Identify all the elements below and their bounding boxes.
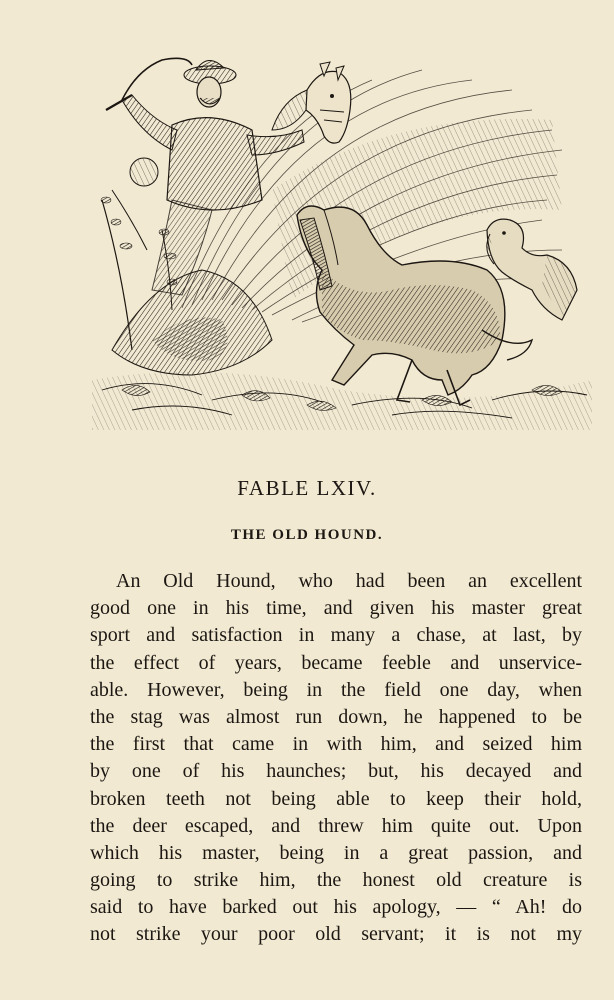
fable-body <box>90 568 582 949</box>
body-line: the stag was almost run down, he happened to be <box>90 705 582 728</box>
fable-number: FABLE LXIV. <box>237 476 377 500</box>
body-line: going to strike him, the honest old creature is <box>90 869 582 892</box>
body-line: the first that came in with him, and seized him <box>90 733 582 756</box>
body-line: by one of his haunches; but, his decayed and <box>90 760 582 783</box>
body-line: sport and satisfaction in many a chase, at last, by <box>90 624 582 647</box>
body-line: said to have barked out his apology, — “ Ah! do <box>90 896 582 919</box>
engraving-hunter-horse-hounds-icon <box>92 50 592 430</box>
body-line: able. However, being in the field one day, when <box>90 678 582 701</box>
body-line: An Old Hound, who had been an excellent <box>116 570 582 592</box>
fable-title: THE OLD HOUND. <box>230 527 384 543</box>
body-line: the effect of years, became feeble and unservice- <box>90 651 582 674</box>
body-line: broken teeth not being able to keep their hold, <box>90 787 582 810</box>
body-line: the deer escaped, and threw him quite out. Upon <box>90 814 582 837</box>
body-line: not strike your poor old servant; it is not my <box>90 923 582 946</box>
body-line: good one in his time, and given his master great <box>90 597 582 620</box>
body-line: which his master, being in a great passion, and <box>90 841 582 864</box>
